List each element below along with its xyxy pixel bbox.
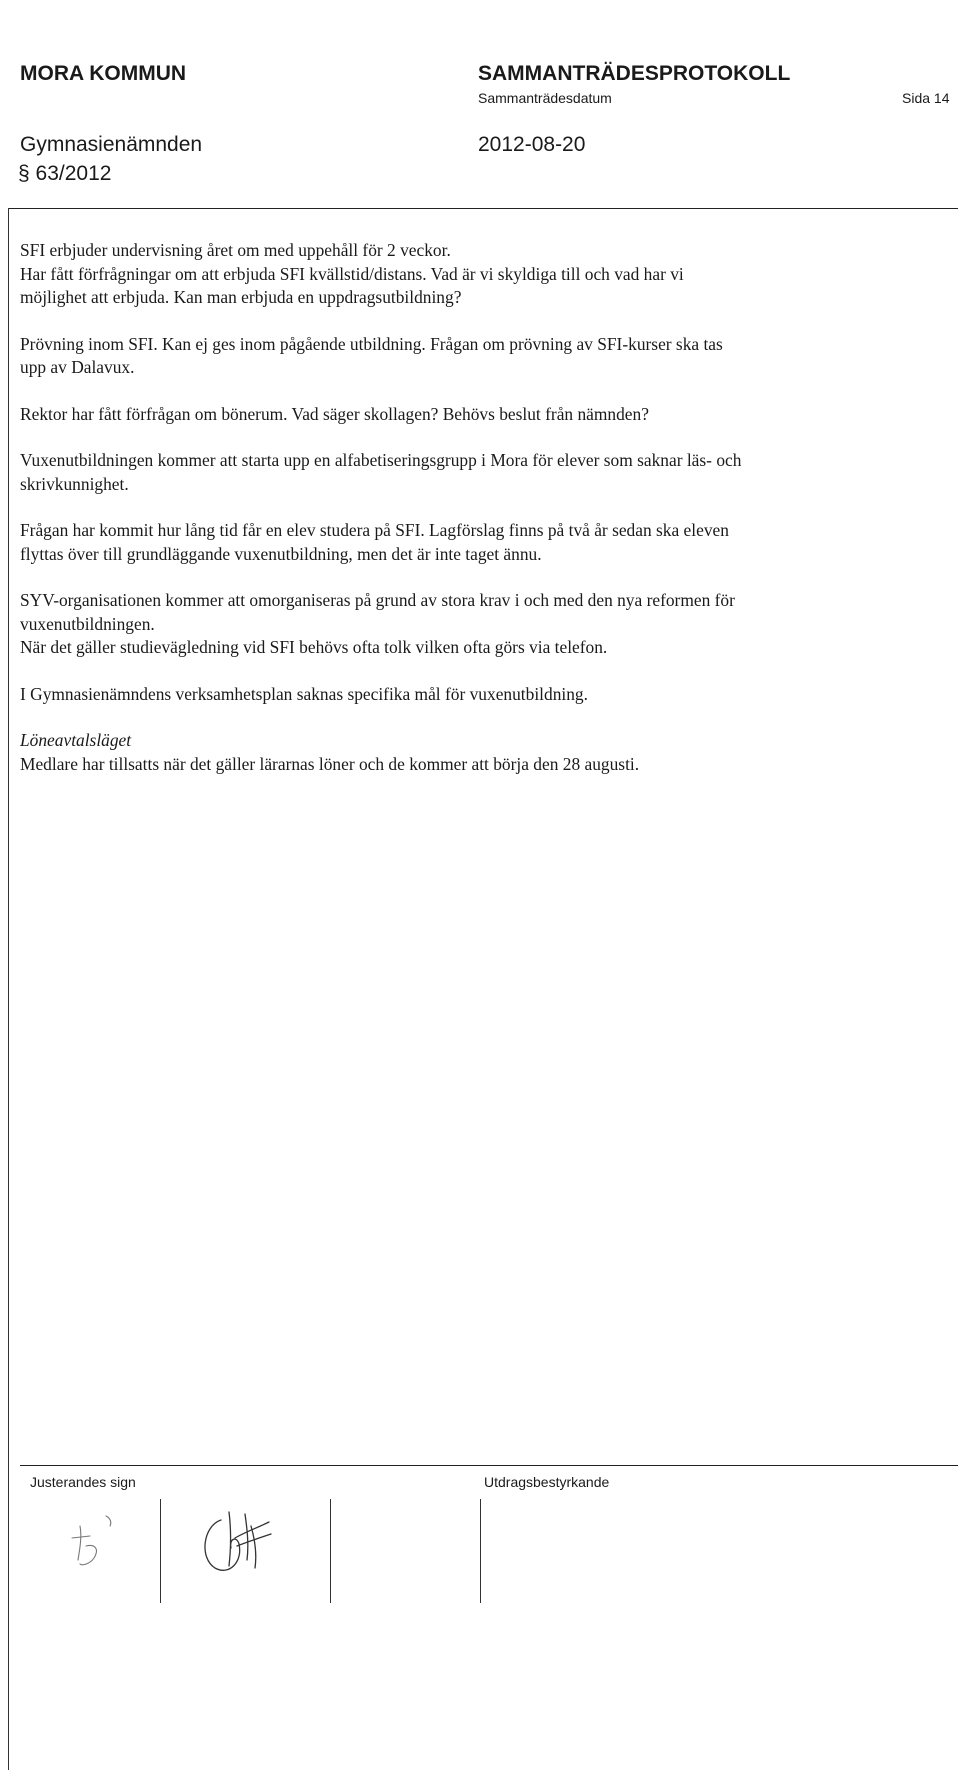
text-line: SYV-organisationen kommer att omorganiseras på grund av stora krav i och med den nya reformen för (20, 590, 735, 610)
text-line: När det gäller studievägledning vid SFI behövs ofta tolk vilken ofta görs via telefon. (20, 637, 608, 657)
text-line: Frågan har kommit hur lång tid får en elev studera på SFI. Lagförslag finns på två år sedan ska eleven (20, 520, 729, 540)
subheading-wage-agreement: Löneavtalsläget (20, 730, 132, 750)
footer-divider (20, 1465, 958, 1466)
page-number: Sida 14 (902, 90, 950, 106)
municipality-name: MORA KOMMUN (20, 62, 187, 85)
paragraph-wage-agreement (20, 729, 950, 776)
paragraph-sfi-offering (20, 239, 950, 310)
text-line: vuxenutbildningen. (20, 613, 155, 634)
signature-box-divider (330, 1499, 331, 1603)
text-line: möjlighet att erbjuda. Kan man erbjuda en uppdragsutbildning? (20, 287, 462, 307)
handwritten-signature (185, 1488, 295, 1598)
signature-box-divider (160, 1499, 161, 1603)
text-line: Har fått förfrågningar om att erbjuda SFI kvällstid/distans. Vad är vi skyldiga till och vad har vi (20, 263, 684, 284)
adjuster-signature-label: Justerandes sign (30, 1474, 136, 1490)
paragraph-sfi-assessment (20, 333, 950, 380)
text-line: I Gymnasienämndens verksamhetsplan saknas specifika mål för vuxenutbildning. (20, 683, 588, 704)
document-type: SAMMANTRÄDESPROTOKOLL (478, 62, 791, 85)
text-line: SFI erbjuder undervisning året om med uppehåll för 2 veckor. (20, 240, 451, 260)
paragraph-syv-reorganization (20, 589, 950, 636)
text-line: Prövning inom SFI. Kan ej ges inom pågående utbildning. Frågan om prövning av SFI-kurser ska tas (20, 333, 723, 354)
paragraph-literacy-group (20, 449, 950, 496)
text-line: skrivkunnighet. (20, 473, 129, 494)
committee-name: Gymnasienämnden (20, 133, 203, 156)
left-margin-rule (8, 208, 9, 1770)
paragraph-interpreter (20, 636, 950, 660)
extract-certification-label: Utdragsbestyrkande (484, 1474, 610, 1490)
meeting-date-label: Sammanträdesdatum (478, 90, 612, 106)
signature-box-divider (480, 1499, 481, 1603)
handwritten-signature (50, 1508, 130, 1588)
header-divider (8, 208, 958, 209)
meeting-date: 2012-08-20 (478, 133, 586, 156)
paragraph-study-duration (20, 519, 950, 566)
text-line: Rektor har fått förfrågan om bönerum. Vad säger skollagen? Behövs beslut från nämnden? (20, 403, 649, 424)
paragraph-operational-plan (20, 683, 950, 707)
minutes-body (20, 239, 950, 799)
section-number: § 63/2012 (18, 162, 112, 185)
text-line: Medlare har tillsatts när det gäller lärarnas löner och de kommer att börja den 28 augusti. (20, 753, 640, 774)
text-line: Vuxenutbildningen kommer att starta upp en alfabetiseringsgrupp i Mora för elever som saknar läs- och (20, 450, 742, 470)
text-line: upp av Dalavux. (20, 357, 135, 377)
text-line: flyttas över till grundläggande vuxenutbildning, men det är inte taget ännu. (20, 543, 542, 564)
paragraph-prayer-room (20, 403, 950, 427)
